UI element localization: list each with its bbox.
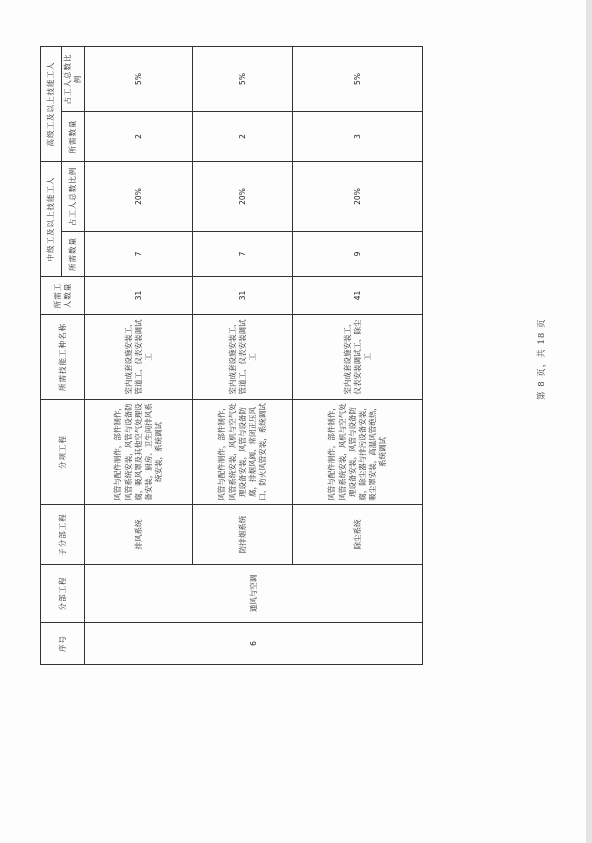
cell-senior-ratio: 5% xyxy=(85,47,193,112)
header-trades: 所需技能工种名称 xyxy=(41,315,85,400)
header-item: 分项工程 xyxy=(41,400,85,505)
rotated-table-wrapper xyxy=(40,47,420,665)
header-mid-group: 中级工及以上技能工人 xyxy=(41,162,62,277)
cell-subdivision: 除尘系统 xyxy=(293,505,423,565)
cell-subdivision: 防排烟系统 xyxy=(193,505,293,565)
header-senior-group: 高级工及以上技能工人 xyxy=(41,47,62,162)
header-seq: 序号 xyxy=(41,623,85,665)
cell-subdivision: 排风系统 xyxy=(85,505,193,565)
cell-senior-ratio: 5% xyxy=(193,47,293,112)
cell-senior-ratio: 5% xyxy=(293,47,423,112)
scan-edge xyxy=(586,0,592,843)
header-senior-ratio: 占工人总数比例 xyxy=(62,47,85,112)
cell-senior-count: 2 xyxy=(193,112,293,162)
skilled-worker-table xyxy=(40,46,423,665)
cell-senior-count: 3 xyxy=(293,112,423,162)
cell-item: 风管与配件制作，部件制作，风管系统安装，风机与空气处理设备安装，风管与设备防腐，排烟风阀、常闭正压风口、防火风管安装，系统调试 xyxy=(193,400,293,505)
header-mid-count: 所需数量 xyxy=(62,232,85,277)
page-footer: 第 8 页，共 18 页 xyxy=(537,318,547,400)
cell-trades: 室内成套设施安装工、管道工、仪表安装调试工 xyxy=(85,315,193,400)
cell-division: 通风与空调 xyxy=(85,565,423,623)
cell-mid-count: 9 xyxy=(293,232,423,277)
cell-mid-count: 7 xyxy=(85,232,193,277)
header-senior-count: 所需数量 xyxy=(62,112,85,162)
header-row-1 xyxy=(41,47,62,665)
cell-mid-count: 7 xyxy=(193,232,293,277)
header-division: 分部工程 xyxy=(41,565,85,623)
cell-trades: 室内成套设施安装工、仪表安装调试工、除尘工 xyxy=(293,315,423,400)
cell-seq: 6 xyxy=(85,623,423,665)
cell-item: 风管与配件制作，部件制作，风管系统安装，风机与空气处理设备安装，风管与设备防腐，除尘器与排污设备安装，吸尘罩安装，高温风管绝热，系统调试 xyxy=(293,400,423,505)
cell-item: 风管与配件制作，部件制作，风管系统安装，风管与设备防腐，吸风罩及其他空气处理设备安装，厨房、卫生间排风系统安装，系统调试 xyxy=(85,400,193,505)
cell-mid-ratio: 20% xyxy=(293,162,423,232)
cell-workers: 31 xyxy=(85,277,193,315)
table-row xyxy=(85,47,193,665)
cell-senior-count: 2 xyxy=(85,112,193,162)
cell-workers: 41 xyxy=(293,277,423,315)
cell-trades: 室内成套设施安装工、管道工、仪表安装调试工 xyxy=(193,315,293,400)
header-subdivision: 子分部工程 xyxy=(41,505,85,565)
header-workers: 所需工人数量 xyxy=(41,277,85,315)
header-mid-ratio: 占工人总数比例 xyxy=(62,162,85,232)
cell-workers: 31 xyxy=(193,277,293,315)
cell-mid-ratio: 20% xyxy=(193,162,293,232)
cell-mid-ratio: 20% xyxy=(85,162,193,232)
